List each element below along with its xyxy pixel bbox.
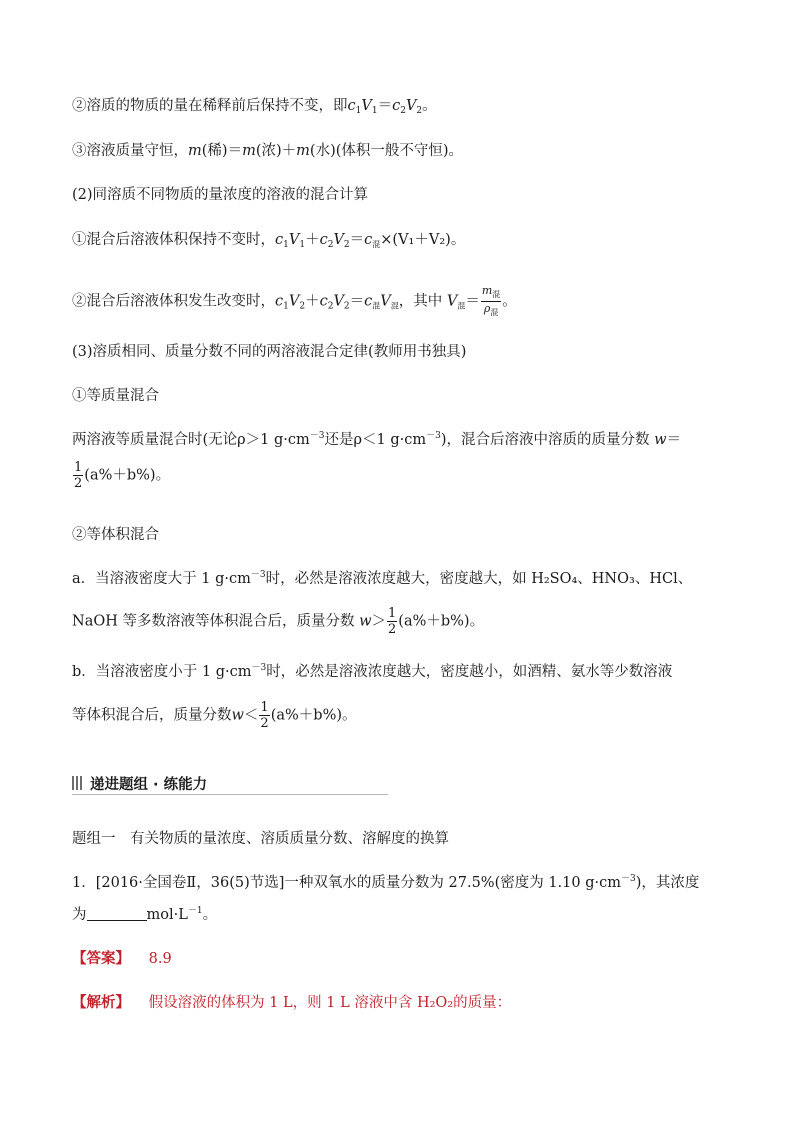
answer-line [72, 949, 172, 969]
subheading-equal-mass: ①等质量混合 [72, 388, 159, 404]
fraction-one-half: $\frac{1}{2}$ [388, 606, 397, 637]
text-segment: 。 [502, 293, 517, 310]
text-line-volume-changes: ②混合后溶液体积发生改变时，$c_1V_2+c_2V_2=c_混V_混$，其中 $V_混=$ $\frac{m_混}{\rho_混}$ 。 [72, 284, 517, 317]
text-segment: )，混合后溶液中溶质的质量分数 [440, 432, 650, 448]
text-segment: ③溶液质量守恒， [72, 143, 188, 159]
text-segment: (a%＋b%)。 [398, 613, 485, 630]
text-segment: 还是ρ＜1 g·cm [324, 432, 427, 448]
text-line-dilution-moles: ②溶质的物质的量在稀释前后保持不变，即$c_1V_1=c_2V_2$。 [72, 98, 437, 116]
text-segment: (a%＋b%)。 [270, 707, 357, 724]
text-segment: 。 [422, 98, 437, 114]
text-segment: ②混合后溶液体积发生改变时， [72, 293, 275, 310]
fraction-m-over-rho: $\frac{m_混}{\rho_混}$ [481, 284, 501, 317]
text-segment: NaOH 等多数溶液等体积混合后，质量分数 [72, 613, 355, 630]
text-segment: mol·L [146, 907, 188, 923]
fraction-one-half: $\frac{1}{2}$ [74, 460, 83, 491]
text-segment: 两溶液等质量混合时(无论ρ＞1 g·cm [72, 432, 310, 448]
subheading-mixing-calculation: (2)同溶质不同物质的量浓度的溶液的混合计算 [72, 187, 369, 203]
subscript-mix: 混 [372, 301, 381, 311]
answer-value: 8.9 [148, 951, 172, 967]
text-segment: 时，必然是溶液浓度越大，密度越大，如 H₂SO₄、HNO₃、HCl、 [265, 571, 693, 587]
subscript-mix: 混 [457, 301, 466, 311]
analysis-text: 假设溶液的体积为 1 L，则 1 L 溶液中含 H₂O₂的质量： [148, 995, 512, 1011]
text-segment: 等体积混合后，质量分数 [72, 707, 232, 724]
text-segment: ＝ [666, 432, 682, 448]
subheading-mixing-law: (3)溶质相同、质量分数不同的两溶液混合定律(教师用书独具) [72, 344, 467, 360]
text-segment: 时，必然是溶液浓度越大，密度越小，如酒精、氨水等少数溶液 [266, 664, 673, 680]
text-line-equal-mass-formula [72, 460, 170, 491]
text-segment: ②溶质的物质的量在稀释前后保持不变，即 [72, 98, 348, 114]
question-1-line-2: 为 $mol\cdot L^{-1}$。 [72, 906, 218, 923]
fraction-one-half: $\frac{1}{2}$ [260, 700, 269, 731]
subheading-equal-volume: ②等体积混合 [72, 527, 159, 543]
analysis-label: 【解析】 [72, 994, 130, 1011]
answer-blank[interactable] [87, 906, 147, 921]
text-line-mass-conservation: ③溶液质量守恒，m(稀)＝m(浓)＋m(水)(体积一般不守恒)。 [72, 143, 464, 159]
text-line-density-greater: a．当溶液密度大于 1 $g\cdot cm^{-3}$时，必然是溶液浓度越大，密度越大，如 H₂SO₄、HNO₃、HCl、 [72, 570, 693, 587]
text-line-less-result: 等体积混合后，质量分数w＜ $\frac{1}{2}$ (a%＋b%)。 [72, 700, 357, 731]
subscript-mix: 混 [372, 240, 381, 249]
section-marker-icon [72, 776, 84, 790]
text-line-equal-mass-rule: 两溶液等质量混合时(无论ρ＞1 $g\cdot cm^{-3}$还是ρ＜1 $g\cdot cm^{-3}$)，混合后溶液中溶质的质量分数 w＝ [72, 431, 682, 448]
section-header-title: 递进题组 · 练能力 [90, 777, 208, 793]
text-line-volume-constant: ①混合后溶液体积保持不变时，$c_1V_1+c_2V_2=c_混\times(V_1+V_2)$。 [72, 232, 466, 250]
text-line-greater-result: NaOH 等多数溶液等体积混合后，质量分数 w＞ $\frac{1}{2}$ (a%＋b%)。 [72, 606, 485, 637]
analysis-line [72, 993, 511, 1013]
question-1-line-1: 1．[2016·全国卷Ⅱ，36(5)节选]一种双氧水的质量分数为 27.5%(密度为 1.10 $g\cdot cm^{-3}$)，其浓度 [72, 874, 700, 891]
subscript-mix: 混 [490, 308, 499, 317]
text-segment: (浓)＋ [255, 143, 297, 159]
symbol-w: w [654, 432, 667, 448]
text-segment: (稀)＝ [201, 143, 243, 159]
answer-label: 【答案】 [72, 950, 130, 967]
text-segment: 为 [72, 907, 87, 923]
text-segment: ×(V₁＋V₂)。 [380, 232, 466, 248]
group-title: 题组一 有关物质的量浓度、溶质质量分数、溶解度的换算 [72, 831, 449, 847]
text-segment: a．当溶液密度大于 1 g·cm [72, 571, 251, 587]
subscript-mix: 混 [390, 301, 399, 311]
text-line-density-less: b．当溶液密度小于 1 $g\cdot cm^{-3}$时，必然是溶液浓度越大，密度越小，如酒精、氨水等少数溶液 [72, 663, 673, 680]
text-segment: b．当溶液密度小于 1 g·cm [72, 664, 252, 680]
subscript-mix: 混 [492, 290, 501, 299]
text-segment: (a%＋b%)。 [84, 467, 171, 484]
text-segment: )，其浓度 [635, 875, 700, 891]
text-segment: 。 [202, 907, 218, 923]
text-segment: (水)(体积一般不守恒)。 [309, 143, 464, 159]
section-header [72, 772, 388, 795]
text-segment: 1．[2016·全国卷Ⅱ，36(5)节选]一种双氧水的质量分数为 27.5%(密度为 1.10 g·cm [72, 875, 621, 891]
text-segment: ①混合后溶液体积保持不变时， [72, 232, 275, 248]
text-segment: ，其中 [398, 293, 443, 310]
